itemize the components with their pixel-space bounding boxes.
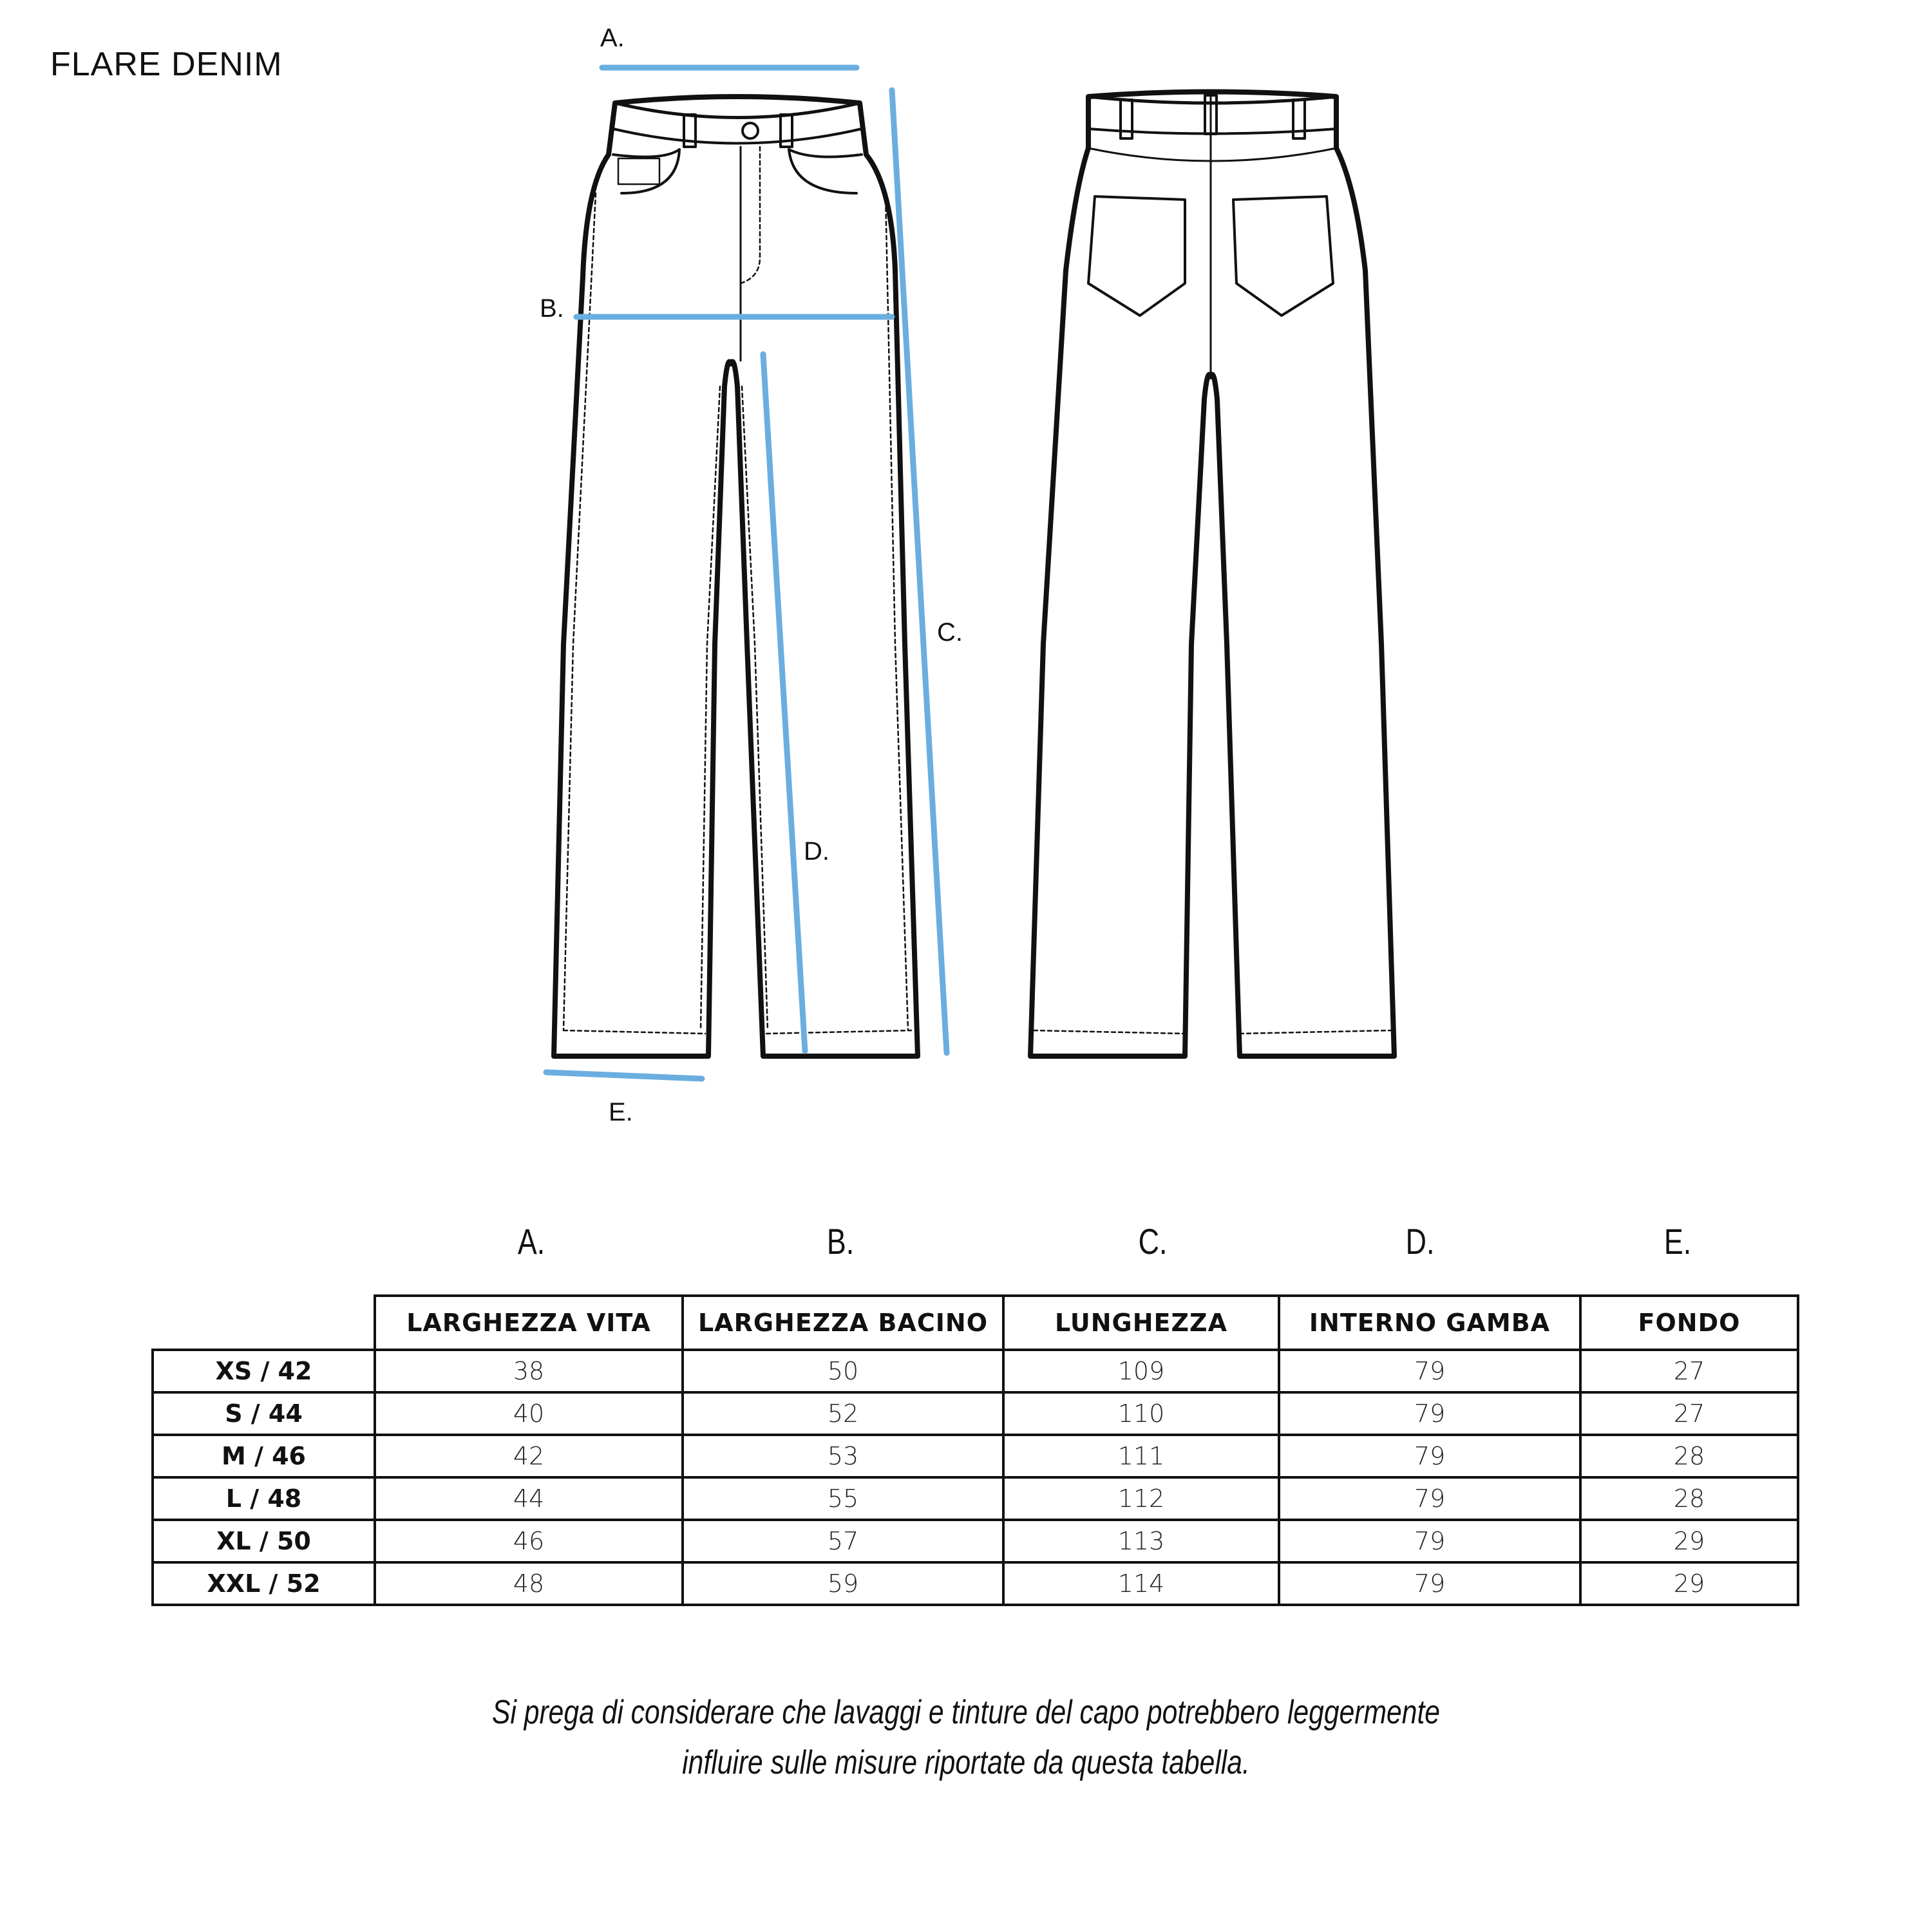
table-cell: 109 [1003, 1350, 1279, 1392]
label-a: A. [600, 24, 625, 52]
table-cell: 27 [1580, 1392, 1798, 1435]
table-cell: 110 [1003, 1392, 1279, 1435]
measure-e-hem [546, 1072, 702, 1079]
size-label: M / 46 [153, 1435, 375, 1477]
column-letter-a: A. [517, 1221, 545, 1262]
table-cell: 28 [1580, 1477, 1798, 1520]
table-cell: 40 [375, 1392, 683, 1435]
label-b: B. [540, 294, 564, 323]
table-row [153, 1520, 1798, 1562]
table-cell: 79 [1279, 1392, 1580, 1435]
table-cell: 29 [1580, 1520, 1798, 1562]
page-title: FLARE DENIM [50, 46, 283, 83]
size-label: S / 44 [153, 1392, 375, 1435]
column-letter-c: C. [1138, 1221, 1168, 1262]
table-cell: 38 [375, 1350, 683, 1392]
label-c: C. [937, 618, 963, 647]
table-cell: 28 [1580, 1435, 1798, 1477]
table-cell: 50 [683, 1350, 1003, 1392]
care-note-line-2: influire sulle misure riportate da questa tabella. [682, 1744, 1250, 1781]
table-row [153, 1435, 1798, 1477]
size-label: XL / 50 [153, 1520, 375, 1562]
header-lunghezza: LUNGHEZZA [1003, 1296, 1279, 1350]
label-d: D. [804, 837, 829, 866]
column-letter-b: B. [826, 1221, 855, 1262]
table-row [153, 1392, 1798, 1435]
header-interno-gamba: INTERNO GAMBA [1279, 1296, 1580, 1350]
care-note-line-1: Si prega di considerare che lavaggi e tinture del capo potrebbero leggermente [491, 1694, 1441, 1731]
table-cell: 29 [1580, 1562, 1798, 1605]
table-cell: 46 [375, 1520, 683, 1562]
table-cell: 111 [1003, 1435, 1279, 1477]
table-cell: 57 [683, 1520, 1003, 1562]
table-cell: 79 [1279, 1520, 1580, 1562]
table-cell: 79 [1279, 1477, 1580, 1520]
table-cell: 42 [375, 1435, 683, 1477]
size-label: XXL / 52 [153, 1562, 375, 1605]
table-cell: 79 [1279, 1435, 1580, 1477]
header-larghezza-bacino: LARGHEZZA BACINO [683, 1296, 1003, 1350]
measure-d-inseam [763, 354, 805, 1051]
table-cell: 114 [1003, 1562, 1279, 1605]
size-label: L / 48 [153, 1477, 375, 1520]
table-cell: 52 [683, 1392, 1003, 1435]
table-cell: 79 [1279, 1562, 1580, 1605]
table-cell: 79 [1279, 1350, 1580, 1392]
table-cell: 113 [1003, 1520, 1279, 1562]
column-letter-e: E. [1663, 1221, 1692, 1262]
front-view [554, 97, 918, 1056]
table-cell: 112 [1003, 1477, 1279, 1520]
table-cell: 48 [375, 1562, 683, 1605]
table-header-row [153, 1296, 1798, 1350]
size-chart-table [151, 1294, 1799, 1606]
table-cell: 44 [375, 1477, 683, 1520]
header-fondo: FONDO [1580, 1296, 1798, 1350]
care-note [174, 1687, 1758, 1788]
table-cell: 59 [683, 1562, 1003, 1605]
table-cell: 53 [683, 1435, 1003, 1477]
table-row [153, 1562, 1798, 1605]
header-larghezza-vita: LARGHEZZA VITA [375, 1296, 683, 1350]
size-label: XS / 42 [153, 1350, 375, 1392]
measure-c-length [892, 90, 947, 1053]
back-view [1030, 92, 1394, 1057]
table-corner [153, 1296, 375, 1350]
table-cell: 55 [683, 1477, 1003, 1520]
table-cell: 27 [1580, 1350, 1798, 1392]
column-letter-d: D. [1405, 1221, 1435, 1262]
table-row [153, 1350, 1798, 1392]
table-row [153, 1477, 1798, 1520]
label-e: E. [609, 1098, 633, 1126]
